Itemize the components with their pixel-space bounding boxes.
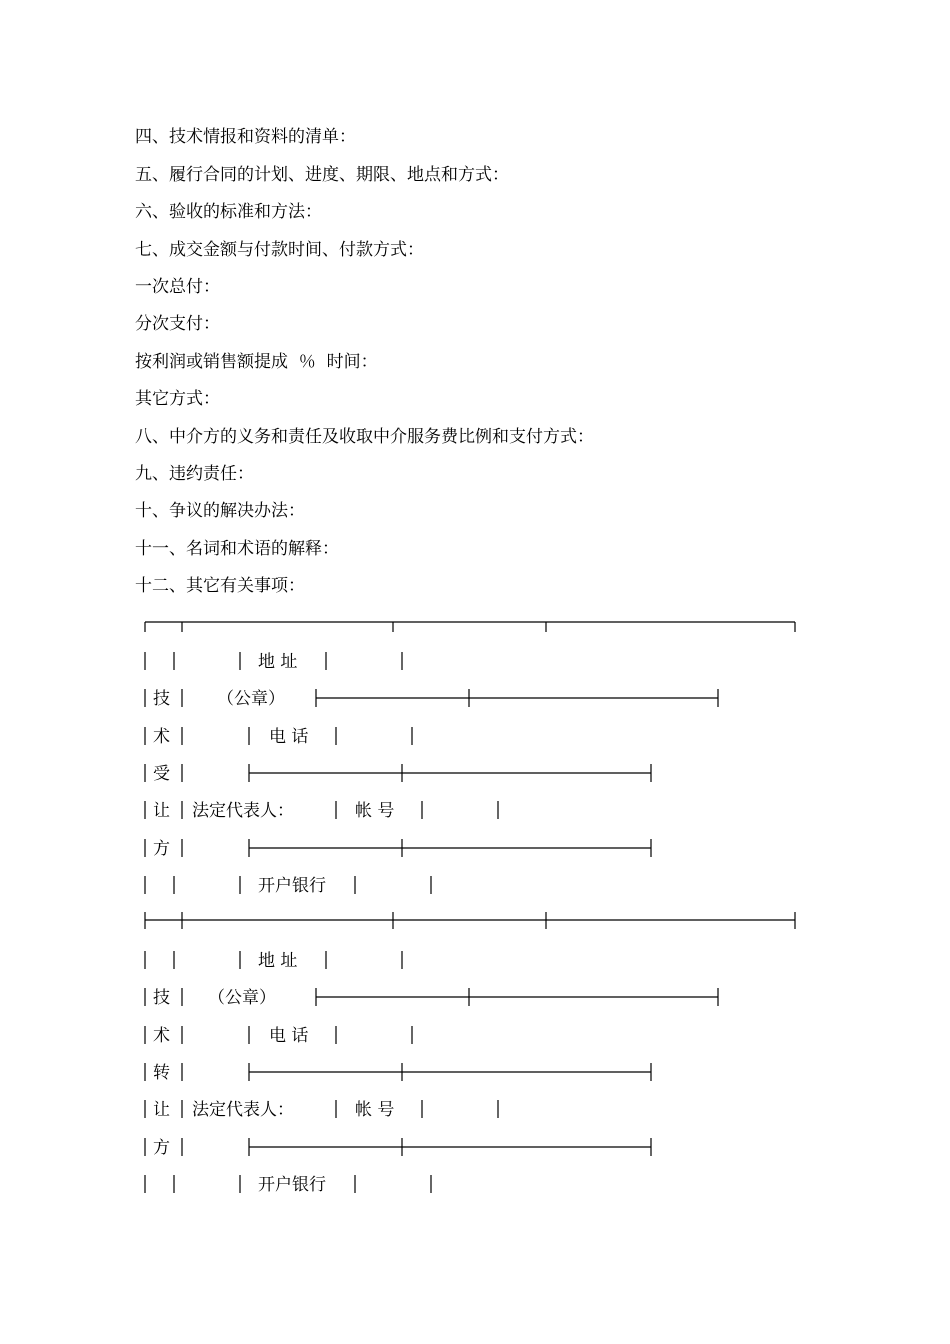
clause-9-liability: 九、违约责任：: [135, 464, 254, 484]
address-label: 地 址: [258, 652, 298, 672]
clause-4-tech-info-list: 四、技术情报和资料的清单：: [135, 127, 356, 147]
payment-other: 其它方式：: [135, 389, 220, 409]
party-char: 方: [153, 1138, 170, 1158]
party-char: 转: [153, 1063, 170, 1083]
clause-10-dispute: 十、争议的解决办法：: [135, 501, 305, 521]
account-label: 帐 号: [355, 1100, 395, 1120]
party-char: 让: [153, 801, 170, 821]
clause-12-other-matters: 十二、其它有关事项：: [135, 576, 305, 596]
legal-rep-label: 法定代表人：: [192, 801, 294, 821]
table-rules: [145, 622, 795, 929]
party-char: 方: [153, 839, 170, 859]
phone-label: 电 话: [269, 727, 309, 747]
clause-8-intermediary: 八、中介方的义务和责任及收取中介服务费比例和支付方式：: [135, 427, 594, 447]
bank-label: 开户银行: [258, 876, 326, 896]
clause-5-performance-plan: 五、履行合同的计划、进度、期限、地点和方式：: [135, 165, 509, 185]
payment-lump-sum: 一次总付：: [135, 277, 220, 297]
legal-rep-label: 法定代表人：: [192, 1100, 294, 1120]
seal-label: （公章）: [217, 689, 285, 709]
seal-label: （公章）: [208, 988, 276, 1008]
party-char: 术: [153, 727, 170, 747]
party-char: 技: [153, 689, 170, 709]
clause-11-terms: 十一、名词和术语的解释：: [135, 539, 339, 559]
account-label: 帐 号: [355, 801, 395, 821]
bank-label: 开户银行: [258, 1175, 326, 1195]
clause-7-amount-payment: 七、成交金额与付款时间、付款方式：: [135, 240, 424, 260]
party-char: 让: [153, 1100, 170, 1120]
address-label: 地 址: [258, 951, 298, 971]
party-char: 受: [153, 764, 170, 784]
phone-label: 电 话: [269, 1026, 309, 1046]
payment-installments: 分次支付：: [135, 314, 220, 334]
section-transferor: [145, 951, 718, 1195]
section-transferee: [145, 652, 718, 896]
clause-6-acceptance-standard: 六、验收的标准和方法：: [135, 202, 322, 222]
party-char: 术: [153, 1026, 170, 1046]
party-char: 技: [153, 988, 170, 1008]
payment-profit-share: 按利润或销售额提成 ％ 时间：: [135, 352, 378, 372]
